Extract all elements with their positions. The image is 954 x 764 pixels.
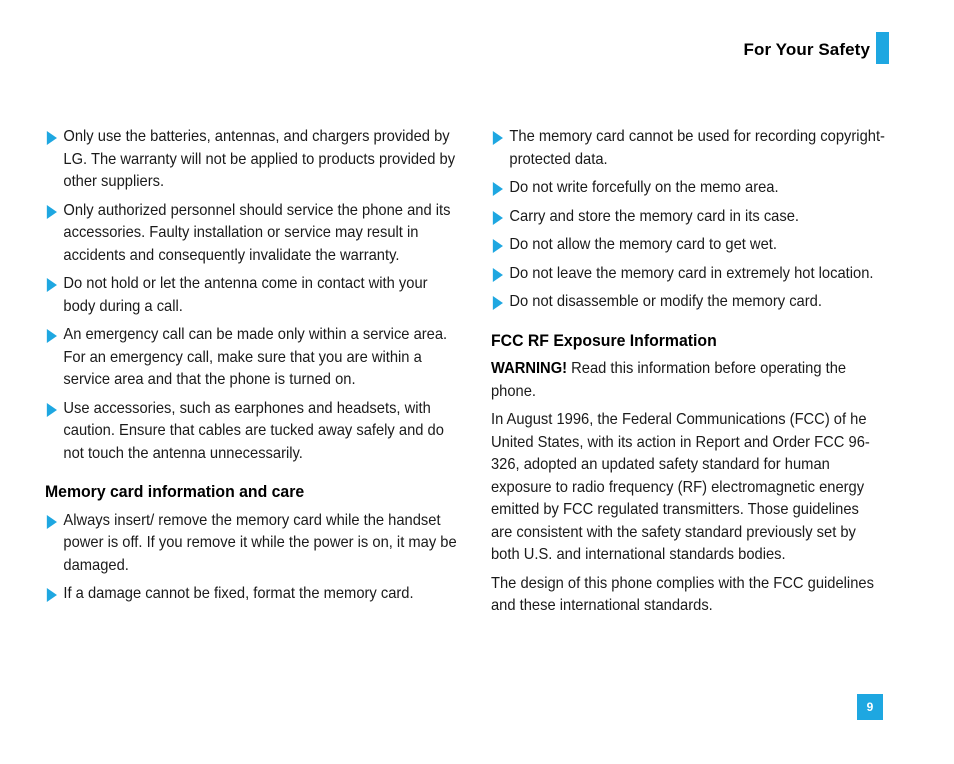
bullet-text: Do not allow the memory card to get wet. xyxy=(509,236,777,253)
bullet-arrow-icon xyxy=(493,268,503,282)
page-header-title: For Your Safety xyxy=(743,40,870,59)
bullet-item xyxy=(491,263,902,286)
fcc-heading: FCC RF Exposure Information xyxy=(491,330,717,350)
bullet-item xyxy=(45,200,461,268)
bullet-item xyxy=(45,324,461,392)
bullet-arrow-icon xyxy=(493,296,503,310)
bullet-item xyxy=(45,510,461,578)
bullet-text: An emergency call can be made only within a service area. For an emergency call, make sure that you are within a service area and that the phone is turned on. xyxy=(63,326,448,388)
bullet-arrow-icon xyxy=(47,515,57,529)
bullet-text: Only use the batteries, antennas, and chargers provided by LG. The warranty will not be applied to products provided by other suppliers. xyxy=(63,128,456,190)
bullet-arrow-icon xyxy=(47,403,57,417)
bullet-item xyxy=(45,273,461,318)
bullet-item xyxy=(491,234,902,257)
page-number: 9 xyxy=(857,694,883,720)
bullet-text: Use accessories, such as earphones and headsets, with caution. Ensure that cables are tucked away safely and do not touch the antenna unnecessarily. xyxy=(63,399,444,462)
fcc-paragraph-1: In August 1996, the Federal Communications (FCC) of he United States, with its action in Report and Order FCC 96-326, adopted an updated safety standard for human exposure to radio frequency (RF) electromagnetic energy emitted by FCC regulated transmitters. Those guidelines are consistent with the safety standard previously set by both U.S. and international standards bodies. xyxy=(491,411,870,563)
warning-label: WARNING! xyxy=(491,360,568,377)
bullet-item xyxy=(45,126,461,194)
bullet-text: Only authorized personnel should service the phone and its accessories. Faulty installation or service may result in accidents and consequently invalidate the warranty. xyxy=(63,201,451,264)
warning-paragraph xyxy=(491,358,883,403)
bullet-arrow-icon xyxy=(47,329,57,343)
right-column xyxy=(491,126,886,624)
bullet-text: Do not leave the memory card in extremely hot location. xyxy=(509,264,874,282)
left-column xyxy=(45,126,457,612)
bullet-text: Do not disassemble or modify the memory card. xyxy=(509,293,822,310)
bullet-arrow-icon xyxy=(493,131,503,145)
header-accent-bar xyxy=(876,32,889,64)
bullet-text: Do not write forcefully on the memo area. xyxy=(509,179,779,196)
bullet-arrow-icon xyxy=(493,211,503,225)
bullet-arrow-icon xyxy=(493,239,503,253)
bullet-arrow-icon xyxy=(47,205,57,219)
memory-card-heading: Memory card information and care xyxy=(45,482,305,501)
bullet-text: Carry and store the memory card in its case. xyxy=(509,207,799,225)
bullet-text: Always insert/ remove the memory card while the handset power is off. If you remove it while the power is on, it may be damaged. xyxy=(63,511,457,574)
bullet-item xyxy=(491,291,902,314)
bullet-item xyxy=(45,398,461,466)
bullet-item xyxy=(45,583,461,606)
bullet-arrow-icon xyxy=(47,278,57,292)
bullet-item xyxy=(491,206,902,229)
bullet-arrow-icon xyxy=(47,588,57,602)
bullet-text: The memory card cannot be used for recording copyright- protected data. xyxy=(509,128,885,168)
bullet-item xyxy=(491,126,902,171)
fcc-paragraph-2: The design of this phone complies with the FCC guidelines and these international standards. xyxy=(491,574,874,614)
bullet-text: Do not hold or let the antenna come in contact with your body during a call. xyxy=(63,275,428,315)
bullet-arrow-icon xyxy=(47,131,57,145)
bullet-item xyxy=(491,177,902,200)
bullet-text: If a damage cannot be fixed, format the memory card. xyxy=(63,585,414,602)
bullet-arrow-icon xyxy=(493,182,503,196)
warning-text: Read this information before operating the phone. xyxy=(491,360,847,400)
